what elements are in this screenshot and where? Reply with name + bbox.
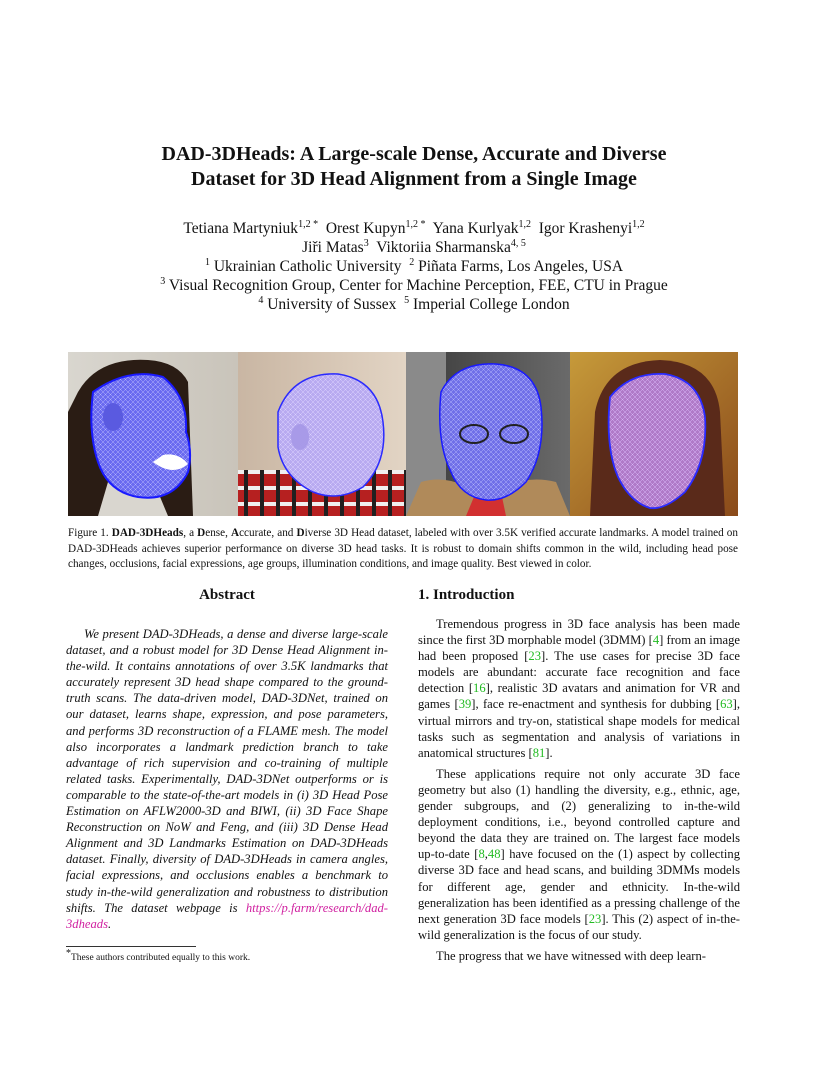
affiliation: University of Sussex	[267, 296, 397, 313]
abstract-body	[66, 626, 388, 932]
dataset-webpage-link[interactable]: https://p.farm/research/dad-3dheads	[66, 900, 388, 931]
citation-link[interactable]: 23	[528, 649, 542, 664]
face-image-3	[406, 352, 570, 516]
intro-text: ] from an image had been proposed [	[418, 633, 741, 664]
intro-text: ] have focused on the (1) aspect by collecting diverse 3D face and head scans, and building 3DMMs models for different age, gender and ethnicity. In-the-wild generalization has been identified as a pressing challenge of the next generation 3D face models [	[418, 847, 740, 926]
footnote-divider	[66, 946, 196, 947]
abstract-heading: Abstract	[199, 587, 255, 603]
caption-label: Figure 1.	[68, 527, 112, 539]
intro-paragraph-3: The progress that we have witnessed with deep learn-	[436, 948, 706, 963]
author-name: Yana Kurlyak	[432, 220, 519, 237]
title-line-1: DAD-3DHeads: A Large-scale Dense, Accurate and Diverse	[161, 143, 667, 165]
affiliation-mark: 1	[204, 256, 210, 268]
citation-link[interactable]: 39	[458, 697, 472, 712]
author-block	[0, 219, 828, 314]
caption-initial: D	[197, 527, 206, 539]
affiliation-line-1	[0, 257, 828, 276]
mesh-face-1-graphic	[68, 352, 238, 516]
affiliation-line-2	[0, 276, 828, 295]
intro-text: ]. This (2) aspect of in-the-wild generalization is the focus of our study.	[418, 911, 740, 942]
affiliation-line-3	[0, 295, 828, 314]
mesh-face-4-graphic	[570, 352, 738, 516]
intro-paragraph-1	[418, 616, 740, 761]
caption-text: iverse 3D Head dataset, labeled with over 3.5K verified accurate landmarks. A model trained on DAD-3DHeads achieves superior performance on diverse 3D head tasks. It is robust to domain shifts common in the wild, including head pose changes, occlusions, facial expressions, age groups, illumination conditions, and image quality. Best viewed in color.	[68, 527, 738, 570]
right-column	[418, 585, 740, 964]
affiliation-mark: 4	[258, 294, 264, 306]
author-affiliation-mark: 1,2 *	[405, 218, 426, 230]
abstract-text: We present DAD-3DHeads, a dense and diverse large-scale dataset, and a robust model for 3D Dense Head Alignment in-the-wild. It contains annotations of over 3.5K landmarks that accurately represent 3D head shape compared to the ground-truth scans. The data-driven model, DAD-3DNet, trained on our dataset, learns shape, expression, and pose parameters, and performs 3D reconstruction of a FLAME mesh. The model also incorporates a landmark prediction branch to take advantage of rich supervision and co-training of multiple related tasks. Experimentally, DAD-3DNet outperforms or is comparable to the state-of-the-art models in (i) 3D Head Pose Estimation on AFLW2000-3D and BIWI, (ii) 3D Face Shape Reconstruction on NoW and Feng, and (iii) 3D Dense Head Alignment and 3D Landmarks Estimation on DAD-3DHeads dataset. Finally, diversity of DAD-3DHeads in camera angles, facial expressions, and occlusions enables a benchmark to study in-the-wild generalization and robustness to distribution shifts. The dataset webpage is	[66, 627, 388, 915]
citation-link[interactable]: 4	[652, 633, 660, 648]
affiliation-mark: 2	[409, 256, 415, 268]
intro-text: These applications require not only accurate 3D face geometry but also (1) handling the diversity, e.g., ethnic, age, gender subgroups, and (2) generalizing to in-the-wild deployment conditions, i.e., beyond controlled capture and beyond the data they are trained on. The largest face models up-to-date [	[418, 766, 740, 862]
intro-text: ]. The use cases for precise 3D face models are abundant: accurate face recognition and face detection [	[418, 649, 740, 696]
abstract-end: .	[107, 916, 112, 931]
paper-title	[0, 142, 828, 192]
author-name: Igor Krashenyi	[538, 220, 633, 237]
intro-paragraph-2	[418, 766, 740, 943]
left-column	[66, 585, 388, 932]
citation-link[interactable]: 8	[478, 847, 485, 862]
intro-text: ].	[545, 745, 553, 760]
footnote	[66, 947, 251, 964]
affiliation: Ukrainian Catholic University	[213, 258, 402, 275]
intro-text: ], realistic 3D avatars and animation for VR and games [	[418, 681, 740, 712]
author-name: Orest Kupyn	[325, 220, 406, 237]
citation-link[interactable]: 16	[473, 681, 486, 696]
caption-initial: A	[230, 527, 240, 539]
intro-text: ,	[484, 847, 488, 862]
author-name: Tetiana Martyniuk	[183, 220, 299, 237]
caption-text: , a	[183, 527, 198, 539]
affiliation: Imperial College London	[412, 296, 570, 313]
caption-text: ense,	[205, 527, 231, 539]
intro-text: Tremendous progress in 3D face analysis has been made since the first 3D morphable model (3DMM) [	[418, 617, 740, 648]
author-affiliation-mark: 1,2 *	[298, 218, 319, 230]
author-line-1	[0, 219, 828, 238]
affiliation: Piñata Farms, Los Angeles, USA	[418, 258, 624, 275]
citation-link[interactable]: 63	[720, 697, 733, 712]
author-affiliation-mark: 1,2	[632, 218, 645, 230]
footnote-text: These authors contributed equally to this work.	[71, 953, 251, 963]
face-image-2	[238, 352, 406, 516]
author-affiliation-mark: 3	[363, 237, 369, 249]
author-affiliation-mark: 1,2	[518, 218, 531, 230]
caption-initial: D	[296, 527, 305, 539]
affiliation: Visual Recognition Group, Center for Machine Perception, FEE, CTU in Prague	[168, 277, 668, 294]
teaser-figure	[68, 352, 738, 516]
author-name: Viktoriia Sharmanska	[376, 239, 511, 256]
intro-text: ], face re-enactment and synthesis for dubbing [	[471, 697, 721, 712]
face-image-1	[68, 352, 238, 516]
citation-link[interactable]: 23	[588, 911, 602, 926]
affiliation-mark: 5	[404, 294, 410, 306]
intro-text: ], virtual mirrors and try-on, statistical shape models for medical tasks such as segmentation and analysis of variations in anatomical structures [	[418, 697, 740, 760]
figure-caption	[68, 526, 738, 573]
mesh-face-3-graphic	[406, 352, 570, 516]
citation-link[interactable]: 48	[487, 847, 501, 862]
author-line-2	[0, 238, 828, 257]
title-line-2: Dataset for 3D Head Alignment from a Single Image	[191, 168, 637, 190]
citation-link[interactable]: 81	[532, 745, 546, 760]
affiliation-mark: 3	[160, 275, 166, 287]
mesh-face-2-graphic	[238, 352, 406, 516]
footnote-mark: *	[66, 947, 71, 959]
face-image-4	[570, 352, 738, 516]
author-name: Jiři Matas	[302, 239, 364, 256]
introduction-heading: 1. Introduction	[418, 587, 515, 603]
author-affiliation-mark: 4, 5	[510, 237, 526, 249]
caption-dataset-name: DAD-3DHeads	[111, 527, 184, 539]
caption-text: ccurate, and	[239, 527, 297, 539]
